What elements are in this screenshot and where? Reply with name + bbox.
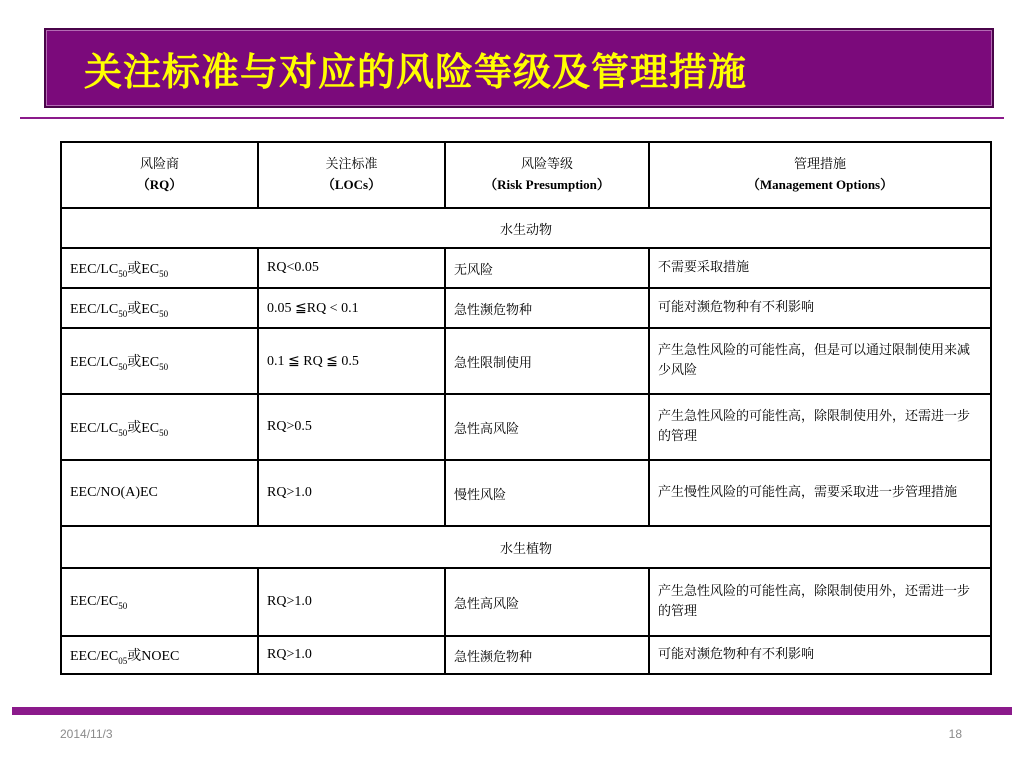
section-label: 水生植物	[61, 526, 991, 568]
loc-cell: 0.05 ≦RQ < 0.1	[258, 288, 445, 328]
risk-level-cell: 急性濒危物种	[445, 636, 649, 674]
quotient-text: 或EC	[127, 301, 160, 317]
header-line1: 管理措施	[793, 157, 846, 172]
risk-quotient-cell	[61, 288, 258, 328]
quotient-subscript: 50	[159, 427, 169, 438]
header-risk-quotient	[61, 142, 258, 208]
header-line2: （Management Options）	[746, 177, 894, 192]
table-row	[61, 636, 991, 674]
quotient-subscript: 05	[118, 655, 128, 666]
quotient-text: EEC/NO(A)EC	[70, 485, 158, 500]
loc-cell: RQ>1.0	[258, 460, 445, 526]
risk-management-table	[60, 141, 992, 675]
header-line1: 风险商	[139, 157, 179, 172]
header-management	[649, 142, 991, 208]
management-cell: 产生急性风险的可能性高，除限制使用外，还需进一步的管理	[649, 394, 991, 460]
quotient-subscript: 50	[118, 600, 128, 611]
page-number: 18	[948, 727, 962, 741]
quotient-subscript: 50	[159, 268, 169, 279]
table-row	[61, 288, 991, 328]
section-row	[61, 208, 991, 248]
quotient-text: EEC/EC	[70, 593, 119, 609]
risk-level-cell: 无风险	[445, 248, 649, 288]
management-cell: 可能对濒危物种有不利影响	[649, 636, 991, 674]
table-header-row	[61, 142, 991, 208]
header-loc	[258, 142, 445, 208]
quotient-text: 或NOEC	[127, 648, 180, 664]
management-cell: 不需要采取措施	[649, 248, 991, 288]
title-banner	[44, 28, 994, 108]
header-line2: （LOCs）	[321, 177, 382, 192]
loc-cell: 0.1 ≦ RQ ≦ 0.5	[258, 328, 445, 394]
risk-quotient-cell	[61, 248, 258, 288]
quotient-text: EEC/LC	[70, 261, 119, 277]
risk-quotient-cell	[61, 394, 258, 460]
quotient-subscript: 50	[118, 427, 128, 438]
header-line1: 关注标准	[325, 157, 378, 172]
table-row	[61, 328, 991, 394]
table-row	[61, 568, 991, 636]
management-cell: 产生急性风险的可能性高，除限制使用外，还需进一步的管理	[649, 568, 991, 636]
footer-date: 2014/11/3	[60, 727, 113, 741]
loc-cell: RQ>1.0	[258, 636, 445, 674]
quotient-subscript: 50	[159, 361, 169, 372]
risk-quotient-cell	[61, 328, 258, 394]
table-row	[61, 248, 991, 288]
header-line2: （Risk Presumption）	[484, 177, 610, 192]
risk-quotient-cell	[61, 568, 258, 636]
risk-level-cell: 急性限制使用	[445, 328, 649, 394]
management-cell: 产生慢性风险的可能性高，需要采取进一步管理措施	[649, 460, 991, 526]
loc-cell: RQ<0.05	[258, 248, 445, 288]
quotient-subscript: 50	[118, 268, 128, 279]
loc-cell: RQ>0.5	[258, 394, 445, 460]
quotient-text: 或EC	[127, 420, 160, 436]
quotient-text: EEC/LC	[70, 420, 119, 436]
quotient-text: 或EC	[127, 354, 160, 370]
quotient-text: EEC/LC	[70, 354, 119, 370]
slide-title: 关注标准与对应的风险等级及管理措施	[84, 49, 748, 94]
risk-quotient-cell	[61, 636, 258, 674]
title-divider	[20, 117, 1004, 119]
quotient-text: EEC/LC	[70, 301, 119, 317]
quotient-subscript: 50	[118, 308, 128, 319]
quotient-subscript: 50	[159, 308, 169, 319]
risk-level-cell: 慢性风险	[445, 460, 649, 526]
loc-cell: RQ>1.0	[258, 568, 445, 636]
risk-level-cell: 急性高风险	[445, 394, 649, 460]
risk-level-cell: 急性濒危物种	[445, 288, 649, 328]
header-risk-level	[445, 142, 649, 208]
section-row	[61, 526, 991, 568]
management-cell: 产生急性风险的可能性高，但是可以通过限制使用来减少风险	[649, 328, 991, 394]
header-line1: 风险等级	[520, 157, 573, 172]
risk-level-cell: 急性高风险	[445, 568, 649, 636]
risk-quotient-cell	[61, 460, 258, 526]
table-row	[61, 394, 991, 460]
table-row	[61, 460, 991, 526]
management-cell: 可能对濒危物种有不利影响	[649, 288, 991, 328]
quotient-text: 或EC	[127, 261, 160, 277]
header-line2: （RQ）	[136, 177, 183, 192]
section-label: 水生动物	[61, 208, 991, 248]
quotient-text: EEC/EC	[70, 648, 119, 664]
footer-bar	[12, 707, 1012, 715]
quotient-subscript: 50	[118, 361, 128, 372]
